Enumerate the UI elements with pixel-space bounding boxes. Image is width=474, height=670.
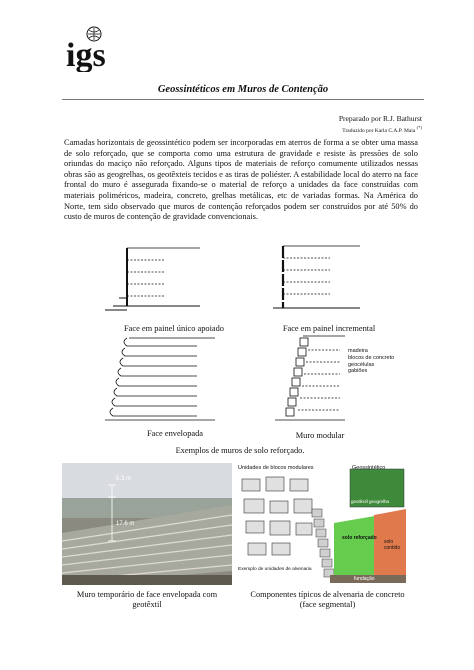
igs-logo: [62, 26, 124, 72]
caption-single-panel: Face em painel único apoiado: [124, 324, 224, 333]
figure-caption: Exemplos de muros de solo reforçado.: [175, 446, 305, 455]
translator-mark: (*): [416, 125, 422, 130]
reinforced-soil-label: solo reforçado: [342, 535, 377, 541]
body-paragraph: Camadas horizontais de geossintético podem ser incorporadas em aterros de forma a se obter uma massa de solo reforçado, que se comporta como uma estrutura de gravidade e resiste às pressões de solo oriundas do maciço não reforçado. Alguns tipos de materiais de reforço comumente utilizados nessas obras são as geogrelhas, os geotêxteis tecidos e as tiras de poliéster. A estabilidade local do aterro na face frontal do muro é assegurada fixando-se o material de reforço a unidades da face construídas com materiais poliméricos, madeira, concreto, grelhas metálicas, etc de variadas formas. Na América do Norte, tem sido observado que muros de contenção reforçados podem ser construídos por até 50% do custo de muros de contenção de gravidade convencionais.: [64, 138, 418, 222]
title-divider: [62, 99, 424, 100]
drawing-caption: Componentes típicos de alvenaria de concreto (face segmental): [250, 590, 405, 609]
caption-incremental-panel: Face em painel incremental: [282, 324, 376, 333]
translator-text: Traduzido por Karla C.A.P. Maia: [342, 127, 416, 134]
document-title: Geossintéticos em Muros de Contenção: [157, 84, 329, 95]
modular-wall-sketch: [275, 336, 345, 420]
caption-wrapped-face: Face envelopada: [146, 429, 204, 438]
units-title: Unidades de blocos modulares: [238, 465, 314, 471]
geosynthetic-sub-label: geotêxtil geogrelha: [351, 499, 390, 504]
retained-soil-label: solo contido: [384, 539, 401, 551]
incremental-panel-sketch: [273, 246, 360, 308]
modular-label: madeira: [348, 348, 368, 354]
modular-label: geocélulas: [348, 361, 375, 368]
author-line: Preparado por R.J. Bathurst: [338, 114, 422, 123]
example-units-label: Exemplo de unidades de alvenaria: [238, 567, 312, 572]
svg-text:igs: igs: [66, 37, 106, 72]
modular-labels: [348, 348, 394, 375]
modular-label: gabiões: [348, 368, 368, 375]
translator-line: [342, 125, 422, 134]
wall-types-drawing: [105, 238, 375, 443]
single-panel-sketch: [105, 248, 200, 310]
photo-label-mid: 17.6 m: [116, 521, 135, 527]
geosynthetic-label: Geossintético: [352, 465, 386, 471]
foundation-label: fundação: [354, 576, 375, 582]
photo-label-top: 5.3 m: [116, 476, 132, 482]
wrapped-wall-photo: [62, 463, 232, 585]
modular-label: blocos de concreto: [348, 354, 395, 361]
wall-types-figure: [105, 238, 375, 443]
photo-caption: Muro temporário de face envelopada com geotêxtil: [76, 590, 218, 609]
modular-units-drawing: [234, 463, 412, 585]
caption-modular-wall: Muro modular: [295, 431, 345, 440]
wrapped-face-sketch: [105, 338, 215, 420]
